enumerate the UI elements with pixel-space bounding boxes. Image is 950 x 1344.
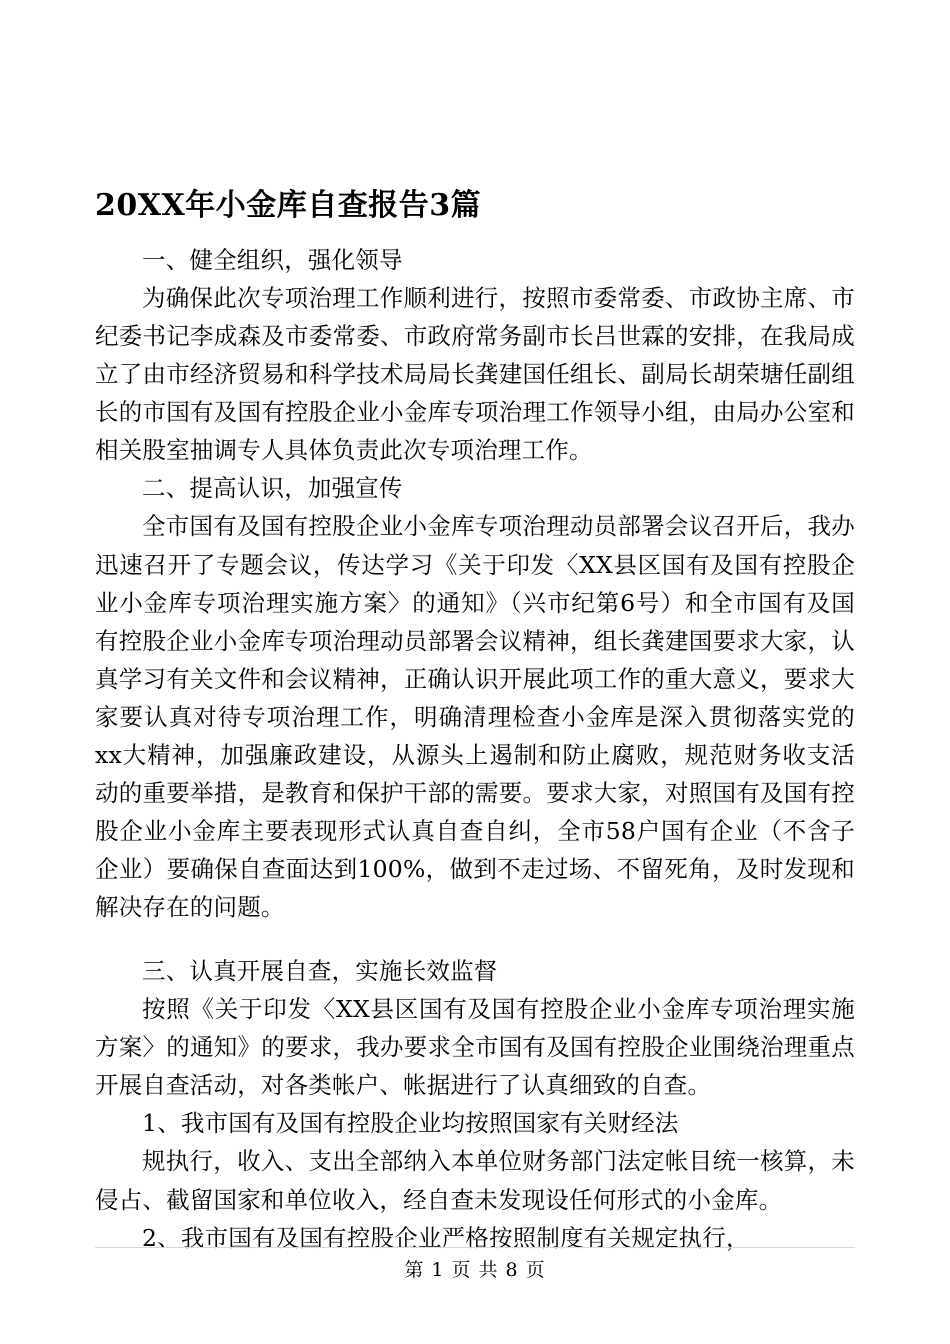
page-footer: 第 1 页 共 8 页 — [404, 1259, 546, 1281]
paragraph: 一、健全组织，强化领导 — [142, 246, 403, 274]
paragraph: 按照《关于印发〈XX县区国有及国有控股企业小金库专项治理实施方案〉的通知》的要求，我办要求全市国有及国有控股企业围绕治理重点开展自查活动，对各类帐户、帐据进行了认真细致的自查。 — [95, 995, 855, 1100]
page-title: 20XX年小金库自查报告3篇 — [95, 188, 482, 223]
paragraph: 为确保此次专项治理工作顺利进行，按照市委常委、市政协主席、市纪委书记李成森及市委常委、市政府常务副市长吕世霖的安排，在我局成立了由市经济贸易和科学技术局局长龚建国任组长、副局长胡荣塘任副组长的市国有及国有控股企业小金库专项治理工作领导小组，由局办公室和相关股室抽调专人具体负责此次专项治理工作。 — [95, 284, 855, 465]
paragraph: 规执行，收入、支出全部纳入本单位财务部门法定帐目统一核算，未侵占、截留国家和单位收入，经自查未发现设任何形式的小金库。 — [95, 1147, 855, 1214]
paragraph: 2、我市国有及国有控股企业严格按照制度有关规定执行， — [142, 1223, 750, 1252]
paragraph: 二、提高认识，加强宣传 — [142, 474, 403, 503]
paragraph: 全市国有及国有控股企业小金库专项治理动员部署会议召开后，我办迅速召开了专题会议，传达学习《关于印发〈XX县区国有及国有控股企业小金库专项治理实施方案〉的通知》（兴市纪第6号）和全市国有及国有控股企业小金库专项治理动员部署会议精神，组长龚建国要求大家，认真学习有关文件和会议精神，正确认识开展此项工作的重大意义，要求大家要认真对待专项治理工作，明确清理检查小金库是深入贯彻落实党的xx大精神，加强廉政建设，从源头上遏制和防止腐败，规范财务收支活动的重要举措，是教育和保护干部的需要。要求大家，对照国有及国有控股企业小金库主要表现形式认真自查自纠，全市58户国有企业（不含子企业）要确保自查面达到100%，做到不走过场、不留死角，及时发现和解决存在的问题。 — [95, 512, 855, 922]
paragraph: 三、认真开展自查，实施长效监督 — [142, 957, 498, 986]
footer-divider — [95, 1247, 855, 1248]
paragraph: 1、我市国有及国有控股企业均按照国家有关财经法 — [142, 1109, 679, 1138]
